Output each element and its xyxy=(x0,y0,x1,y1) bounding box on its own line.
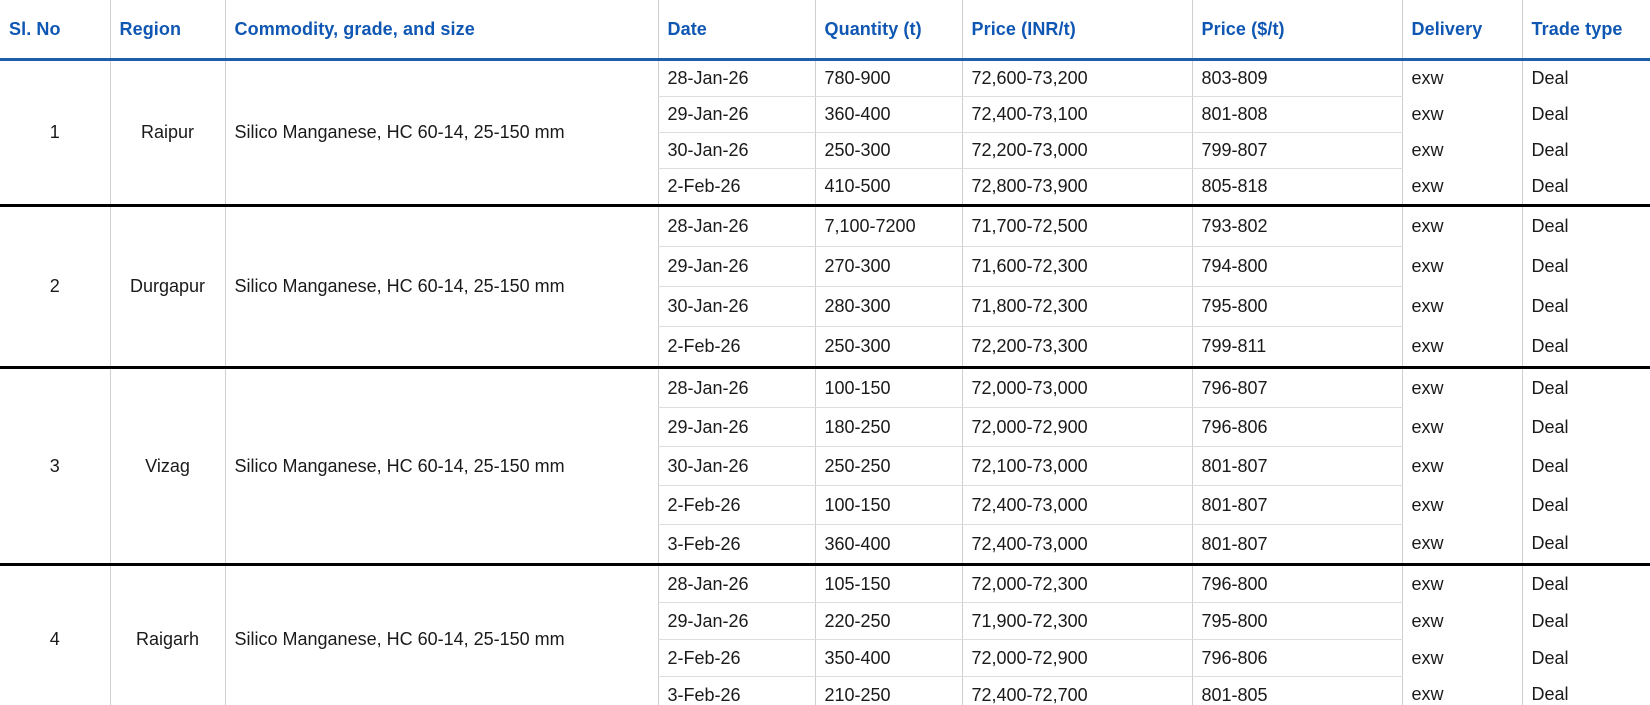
region-group-durgapur xyxy=(0,206,1650,368)
date-cell: 28-Jan-26 xyxy=(658,206,815,247)
price-usd-cell: 799-807 xyxy=(1192,133,1402,169)
price-inr-cell: 72,000-72,900 xyxy=(962,408,1192,447)
commodity-cell: Silico Manganese, HC 60-14, 25-150 mm xyxy=(225,206,658,368)
region-cell: Durgapur xyxy=(110,206,225,368)
region-cell: Raipur xyxy=(110,60,225,206)
quantity-cell: 7,100-7200 xyxy=(815,206,962,247)
price-usd-cell: 795-800 xyxy=(1192,287,1402,327)
delivery-cell: exw xyxy=(1402,97,1522,133)
region-cell: Raigarh xyxy=(110,565,225,705)
trade-type-cell: Deal xyxy=(1522,640,1650,677)
delivery-cell: exw xyxy=(1402,525,1522,565)
quantity-cell: 250-250 xyxy=(815,447,962,486)
date-cell: 3-Feb-26 xyxy=(658,677,815,705)
commodity-cell: Silico Manganese, HC 60-14, 25-150 mm xyxy=(225,60,658,206)
table-row xyxy=(0,60,1650,97)
delivery-cell: exw xyxy=(1402,247,1522,287)
date-cell: 3-Feb-26 xyxy=(658,525,815,565)
trade-type-cell: Deal xyxy=(1522,368,1650,408)
sl-no-cell: 4 xyxy=(49,629,60,649)
quantity-cell: 280-300 xyxy=(815,287,962,327)
trade-type-cell: Deal xyxy=(1522,97,1650,133)
delivery-cell: exw xyxy=(1402,327,1522,368)
price-inr-cell: 72,400-72,700 xyxy=(962,677,1192,705)
date-cell: 30-Jan-26 xyxy=(658,133,815,169)
date-cell: 29-Jan-26 xyxy=(658,97,815,133)
price-usd-cell: 796-807 xyxy=(1192,368,1402,408)
trade-type-cell: Deal xyxy=(1522,486,1650,525)
column-header-region: Region xyxy=(110,0,225,60)
delivery-cell: exw xyxy=(1402,60,1522,97)
region-cell: Vizag xyxy=(110,368,225,565)
trade-type-cell: Deal xyxy=(1522,677,1650,705)
region-group-vizag xyxy=(0,368,1650,565)
quantity-cell: 180-250 xyxy=(815,408,962,447)
price-inr-cell: 71,600-72,300 xyxy=(962,247,1192,287)
delivery-cell: exw xyxy=(1402,603,1522,640)
trade-type-cell: Deal xyxy=(1522,206,1650,247)
price-inr-cell: 71,900-72,300 xyxy=(962,603,1192,640)
column-header-delivery: Delivery xyxy=(1402,0,1522,60)
price-inr-cell: 72,000-72,900 xyxy=(962,640,1192,677)
trade-type-cell: Deal xyxy=(1522,408,1650,447)
price-inr-cell: 72,400-73,000 xyxy=(962,486,1192,525)
region-group-raipur xyxy=(0,60,1650,206)
quantity-cell: 210-250 xyxy=(815,677,962,705)
region-group-raigarh xyxy=(0,565,1650,705)
delivery-cell: exw xyxy=(1402,486,1522,525)
quantity-cell: 360-400 xyxy=(815,525,962,565)
price-usd-cell: 795-800 xyxy=(1192,603,1402,640)
date-cell: 2-Feb-26 xyxy=(658,640,815,677)
delivery-cell: exw xyxy=(1402,640,1522,677)
price-usd-cell: 801-807 xyxy=(1192,447,1402,486)
date-cell: 2-Feb-26 xyxy=(658,169,815,206)
date-cell: 28-Jan-26 xyxy=(658,60,815,97)
price-inr-cell: 72,400-73,000 xyxy=(962,525,1192,565)
trade-type-cell: Deal xyxy=(1522,60,1650,97)
trade-type-cell: Deal xyxy=(1522,525,1650,565)
price-inr-cell: 72,600-73,200 xyxy=(962,60,1192,97)
table-row xyxy=(0,565,1650,603)
header-row xyxy=(0,0,1650,60)
table-row xyxy=(0,206,1650,247)
sl-no-cell: 1 xyxy=(49,122,60,142)
quantity-cell: 350-400 xyxy=(815,640,962,677)
delivery-cell: exw xyxy=(1402,206,1522,247)
delivery-cell: exw xyxy=(1402,169,1522,206)
trade-type-cell: Deal xyxy=(1522,447,1650,486)
column-header-quantity: Quantity (t) xyxy=(815,0,962,60)
delivery-cell: exw xyxy=(1402,133,1522,169)
delivery-cell: exw xyxy=(1402,447,1522,486)
quantity-cell: 360-400 xyxy=(815,97,962,133)
price-inr-cell: 72,800-73,900 xyxy=(962,169,1192,206)
commodity-cell: Silico Manganese, HC 60-14, 25-150 mm xyxy=(225,368,658,565)
quantity-cell: 105-150 xyxy=(815,565,962,603)
trade-type-cell: Deal xyxy=(1522,133,1650,169)
price-usd-cell: 799-811 xyxy=(1192,327,1402,368)
date-cell: 28-Jan-26 xyxy=(658,565,815,603)
trade-type-cell: Deal xyxy=(1522,565,1650,603)
column-header-price-usd: Price ($/t) xyxy=(1192,0,1402,60)
price-inr-cell: 72,000-73,000 xyxy=(962,368,1192,408)
price-usd-cell: 803-809 xyxy=(1192,60,1402,97)
quantity-cell: 220-250 xyxy=(815,603,962,640)
quantity-cell: 250-300 xyxy=(815,327,962,368)
price-usd-cell: 801-807 xyxy=(1192,525,1402,565)
quantity-cell: 100-150 xyxy=(815,486,962,525)
sl-no-cell: 2 xyxy=(49,276,60,296)
column-header-commodity: Commodity, grade, and size xyxy=(225,0,658,60)
trade-type-cell: Deal xyxy=(1522,287,1650,327)
price-usd-cell: 801-805 xyxy=(1192,677,1402,705)
column-header-sl-no: Sl. No xyxy=(9,18,61,39)
trade-type-cell: Deal xyxy=(1522,169,1650,206)
delivery-cell: exw xyxy=(1402,368,1522,408)
trade-type-cell: Deal xyxy=(1522,247,1650,287)
price-usd-cell: 794-800 xyxy=(1192,247,1402,287)
column-header-trade-type: Trade type xyxy=(1522,0,1650,60)
quantity-cell: 100-150 xyxy=(815,368,962,408)
date-cell: 30-Jan-26 xyxy=(658,287,815,327)
price-usd-cell: 796-806 xyxy=(1192,408,1402,447)
column-header-price-inr: Price (INR/t) xyxy=(962,0,1192,60)
price-usd-cell: 801-807 xyxy=(1192,486,1402,525)
date-cell: 29-Jan-26 xyxy=(658,408,815,447)
date-cell: 28-Jan-26 xyxy=(658,368,815,408)
table-header xyxy=(0,0,1650,60)
price-inr-cell: 72,000-72,300 xyxy=(962,565,1192,603)
price-inr-cell: 72,200-73,300 xyxy=(962,327,1192,368)
delivery-cell: exw xyxy=(1402,677,1522,705)
price-inr-cell: 72,400-73,100 xyxy=(962,97,1192,133)
date-cell: 29-Jan-26 xyxy=(658,603,815,640)
date-cell: 29-Jan-26 xyxy=(658,247,815,287)
sl-no-cell: 3 xyxy=(49,455,60,476)
date-cell: 30-Jan-26 xyxy=(658,447,815,486)
commodity-cell: Silico Manganese, HC 60-14, 25-150 mm xyxy=(225,565,658,705)
delivery-cell: exw xyxy=(1402,408,1522,447)
price-usd-cell: 801-808 xyxy=(1192,97,1402,133)
date-cell: 2-Feb-26 xyxy=(658,486,815,525)
quantity-cell: 410-500 xyxy=(815,169,962,206)
price-usd-cell: 805-818 xyxy=(1192,169,1402,206)
quantity-cell: 250-300 xyxy=(815,133,962,169)
trade-type-cell: Deal xyxy=(1522,603,1650,640)
price-usd-cell: 793-802 xyxy=(1192,206,1402,247)
trade-type-cell: Deal xyxy=(1522,327,1650,368)
price-usd-cell: 796-806 xyxy=(1192,640,1402,677)
price-usd-cell: 796-800 xyxy=(1192,565,1402,603)
quantity-cell: 270-300 xyxy=(815,247,962,287)
price-inr-cell: 71,800-72,300 xyxy=(962,287,1192,327)
price-inr-cell: 72,200-73,000 xyxy=(962,133,1192,169)
price-inr-cell: 72,100-73,000 xyxy=(962,447,1192,486)
table-row xyxy=(0,368,1650,408)
price-inr-cell: 71,700-72,500 xyxy=(962,206,1192,247)
date-cell: 2-Feb-26 xyxy=(658,327,815,368)
delivery-cell: exw xyxy=(1402,565,1522,603)
column-header-date: Date xyxy=(658,0,815,60)
quantity-cell: 780-900 xyxy=(815,60,962,97)
delivery-cell: exw xyxy=(1402,287,1522,327)
